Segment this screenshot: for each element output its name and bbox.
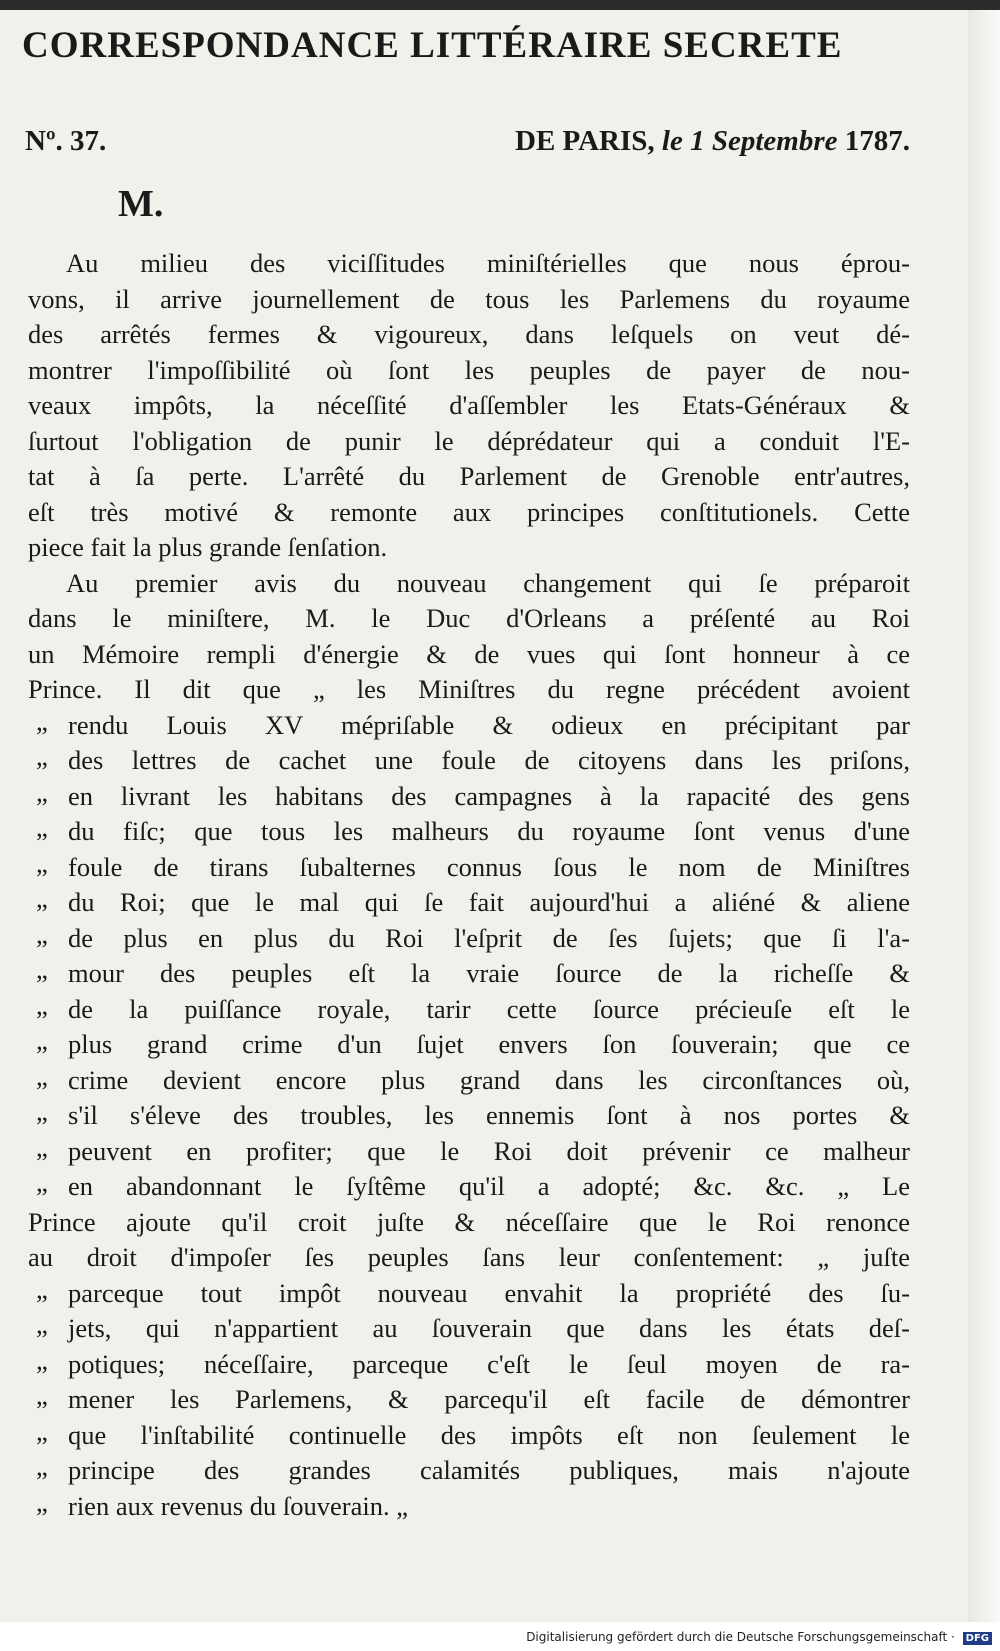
scan-top-edge — [0, 0, 1000, 10]
text-line: „ de plus en plus du Roi l'eſprit de ſes ſujets; que ſi l'a- — [28, 921, 910, 957]
text-line: un Mémoire rempli d'énergie & de vues qui ſont honneur à ce — [28, 638, 910, 669]
text-line: piece fait la plus grande ſenſation. — [28, 532, 388, 562]
text-line: „ mour des peuples eſt la vraie ſource de la richeſſe & — [28, 956, 910, 992]
dateline-date: le 1 Septembre — [661, 125, 838, 157]
text-line: „ s'il s'éleve des troubles, les ennemis ſont à nos portes & — [28, 1098, 910, 1134]
dateline — [515, 125, 910, 158]
text-line: tat à ſa perte. L'arrêté du Parlement de Grenoble entr'autres, — [28, 461, 910, 491]
body-text — [28, 246, 910, 1524]
text-line: montrer l'impoſſibilité où ſont les peuples de payer de nou- — [28, 354, 910, 385]
journal-title: CORRESPONDANCE LITTÉRAIRE SECRETE — [22, 25, 843, 66]
dateline-place: DE PARIS, — [515, 125, 655, 157]
text-line: „ jets, qui n'appartient au ſouverain que dans les états deſ- — [28, 1311, 910, 1347]
text-line: „ potiques; néceſſaire, parceque c'eſt le ſeul moyen de ra- — [28, 1347, 910, 1383]
text-line: „ du Roi; que le mal qui ſe fait aujourd'hui a aliéné & aliene — [28, 885, 910, 921]
salutation: M. — [118, 183, 164, 225]
text-line: „ crime devient encore plus grand dans les circonſtances où, — [28, 1063, 910, 1099]
text-line: Au milieu des viciſſitudes miniſtérielles que nous éprou- — [66, 248, 910, 278]
digitization-credit — [526, 1630, 992, 1645]
text-line: „ en abandonnant le ſyſtême qu'il a adopté; &c. &c. „ Le — [28, 1169, 910, 1205]
text-line: Au premier avis du nouveau changement qui ſe préparoit — [66, 567, 910, 598]
issue-number: Nº. 37. — [25, 125, 107, 157]
text-line: „ rendu Louis XV mépriſable & odieux en précipitant par — [28, 708, 910, 744]
text-line: „ principe des grandes calamités publiques, mais n'ajoute — [28, 1453, 910, 1489]
text-line: „ en livrant les habitans des campagnes à la rapacité des gens — [28, 779, 910, 815]
dfg-logo: DFG — [963, 1632, 992, 1645]
text-line: „ peuvent en profiter; que le Roi doit prévenir ce malheur — [28, 1134, 910, 1170]
text-line: Prince ajoute qu'il croit juſte & néceſſaire que le Roi renonce — [28, 1206, 910, 1237]
text-line: dans le miniſtere, M. le Duc d'Orleans a préſenté au Roi — [28, 603, 910, 633]
dateline-year: 1787. — [844, 125, 910, 157]
text-line: „ foule de tirans ſubalternes connus ſous le nom de Miniſtres — [28, 850, 910, 886]
text-line: „ parceque tout impôt nouveau envahit la propriété des ſu- — [28, 1276, 910, 1312]
text-line: eſt très motivé & remonte aux principes conſtitutionels. Cette — [28, 496, 910, 527]
text-line: „ de la puiſſance royale, tarir cette ſource précieuſe eſt le — [28, 992, 910, 1028]
text-line: „ plus grand crime d'un ſujet envers ſon ſouverain; que ce — [28, 1027, 910, 1063]
text-line: „ mener les Parlemens, & parcequ'il eſt facile de démontrer — [28, 1382, 910, 1418]
text-line: „ des lettres de cachet une foule de citoyens dans les priſons, — [28, 743, 910, 779]
text-line: „ du fiſc; que tous les malheurs du royaume ſont venus d'une — [28, 814, 910, 850]
text-line: vons, il arrive journellement de tous les Parlemens du royaume — [28, 283, 910, 314]
document-page — [0, 10, 968, 1622]
credit-text: Digitalisierung gefördert durch die Deutsche Forschungsgemeinschaft · — [526, 1630, 955, 1644]
text-line: au droit d'impoſer ſes peuples ſans leur conſentement: „ juſte — [28, 1242, 910, 1272]
text-line: des arrêtés fermes & vigoureux, dans leſquels on veut dé- — [28, 319, 910, 349]
text-line: „ que l'inſtabilité continuelle des impôts eſt non ſeulement le — [28, 1418, 910, 1454]
text-line: „ rien aux revenus du ſouverain. „ — [28, 1489, 910, 1525]
text-line: veaux impôts, la néceſſité d'aſſembler les Etats-Généraux & — [28, 390, 910, 420]
scan-margin — [968, 10, 1000, 1622]
text-line: ſurtout l'obligation de punir le déprédateur qui a conduit l'E- — [28, 425, 910, 456]
text-line: Prince. Il dit que „ les Miniſtres du regne précédent avoient — [28, 674, 910, 704]
